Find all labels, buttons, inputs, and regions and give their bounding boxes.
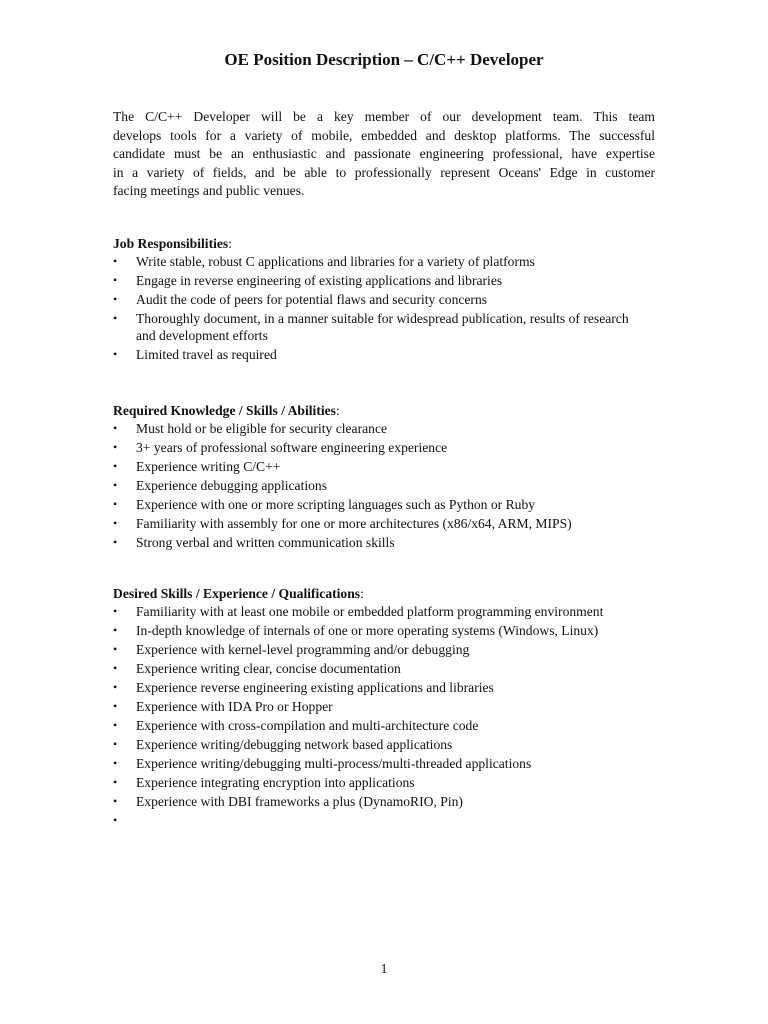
desired-list — [113, 603, 673, 829]
document-title: OE Position Description – C/C++ Developer — [224, 50, 544, 69]
list-item — [113, 458, 673, 475]
list-item-text: In-depth knowledge of internals of one or more operating systems (Windows, Linux) — [136, 623, 599, 638]
list-item-text: 3+ years of professional software engineering experience — [136, 440, 448, 455]
bullet-icon: • — [113, 756, 118, 770]
list-item-text: Experience writing/debugging network based applications — [136, 737, 453, 752]
bullet-icon: • — [113, 273, 118, 287]
bullet-icon: • — [113, 604, 118, 618]
section-heading-text: Job Responsibilities — [113, 236, 229, 251]
list-item-text: Familiarity with at least one mobile or embedded platform programming environment — [136, 604, 604, 619]
list-item — [113, 291, 673, 308]
list-item — [113, 717, 673, 734]
list-item — [113, 660, 673, 677]
list-item-text: Write stable, robust C applications and libraries for a variety of platforms — [136, 254, 535, 269]
list-item — [113, 774, 673, 791]
list-item — [113, 346, 673, 363]
bullet-icon: • — [113, 813, 118, 827]
bullet-icon: • — [113, 737, 118, 751]
bullet-icon: • — [113, 478, 118, 492]
list-item-text: Thoroughly document, in a manner suitable for widespread publication, results of research and development efforts — [136, 311, 629, 343]
list-item-text: Experience with IDA Pro or Hopper — [136, 699, 333, 714]
list-item-text: Experience with one or more scripting languages such as Python or Ruby — [136, 497, 536, 512]
list-item-text: Experience with kernel-level programming and/or debugging — [136, 642, 470, 657]
intro-line: in a variety of fields, and be able to professionally represent Oceans' Edge in customer — [113, 164, 655, 180]
bullet-icon: • — [113, 459, 118, 473]
list-item-text: Must hold or be eligible for security clearance — [136, 421, 388, 436]
list-item-text: Experience debugging applications — [136, 478, 328, 493]
list-item — [113, 736, 673, 753]
list-item — [113, 679, 673, 696]
bullet-icon: • — [113, 699, 118, 713]
list-item-text: Audit the code of peers for potential flaws and security concerns — [136, 292, 488, 307]
intro-paragraph — [113, 108, 655, 201]
list-item — [113, 272, 673, 289]
bullet-icon: • — [113, 661, 118, 675]
bullet-icon: • — [113, 623, 118, 637]
list-item — [113, 812, 673, 829]
heading-colon: : — [335, 403, 340, 418]
list-item-text: Experience writing C/C++ — [136, 459, 281, 474]
heading-colon: : — [228, 236, 232, 251]
bullet-icon: • — [113, 680, 118, 694]
page-number: 1 — [380, 961, 388, 976]
list-item-text: Limited travel as required — [136, 347, 277, 362]
section-heading — [113, 235, 673, 253]
bullet-icon: • — [113, 440, 118, 454]
list-item-text: Experience integrating encryption into applications — [136, 775, 415, 790]
list-item — [113, 755, 673, 772]
list-item — [113, 477, 673, 494]
list-item-text: Experience writing/debugging multi-process/multi-threaded applications — [136, 756, 532, 771]
list-item — [113, 603, 673, 620]
bullet-icon: • — [113, 421, 118, 435]
section-heading-text: Required Knowledge / Skills / Abilities — [113, 403, 336, 418]
section-required-knowledge — [113, 402, 673, 553]
bullet-icon: • — [113, 292, 118, 306]
section-heading-text: Desired Skills / Experience / Qualifications — [113, 586, 361, 601]
bullet-icon: • — [113, 497, 118, 511]
list-item — [113, 420, 673, 437]
list-item — [113, 641, 673, 658]
bullet-icon: • — [113, 311, 118, 325]
intro-line: candidate must be an enthusiastic and passionate engineering professional, have expertise — [113, 146, 655, 162]
heading-colon: : — [360, 586, 364, 601]
section-heading — [113, 402, 673, 420]
list-item-text: Strong verbal and written communication skills — [136, 535, 395, 550]
list-item — [113, 439, 673, 456]
bullet-icon: • — [113, 347, 118, 361]
section-heading — [113, 585, 673, 603]
list-item — [113, 253, 673, 270]
list-item-text: Experience with DBI frameworks a plus (DynamoRIO, Pin) — [136, 794, 463, 809]
list-item — [113, 622, 673, 639]
intro-line: develops tools for a variety of mobile, embedded and desktop platforms. The successful — [113, 127, 655, 143]
bullet-icon: • — [113, 775, 118, 789]
required-list — [113, 420, 673, 551]
list-item — [113, 534, 673, 551]
list-item-text: Experience writing clear, concise documentation — [136, 661, 401, 676]
section-job-responsibilities — [113, 235, 673, 365]
list-item-text: Experience with cross-compilation and multi-architecture code — [136, 718, 479, 733]
list-item-text: Familiarity with assembly for one or more architectures (x86/x64, ARM, MIPS) — [136, 516, 572, 531]
intro-line: facing meetings and public venues. — [113, 183, 305, 199]
list-item-text: Experience reverse engineering existing applications and libraries — [136, 680, 494, 695]
bullet-icon: • — [113, 642, 118, 656]
section-desired-skills — [113, 585, 673, 831]
list-item — [113, 515, 673, 532]
bullet-icon: • — [113, 535, 118, 549]
bullet-icon: • — [113, 516, 118, 530]
bullet-icon: • — [113, 794, 118, 808]
list-item — [113, 496, 673, 513]
list-item — [113, 698, 673, 715]
list-item — [113, 310, 636, 344]
list-item-text: Engage in reverse engineering of existing applications and libraries — [136, 273, 503, 288]
bullet-icon: • — [113, 718, 118, 732]
bullet-icon: • — [113, 254, 118, 268]
list-item — [113, 793, 673, 810]
responsibilities-list — [113, 253, 673, 363]
intro-line: The C/C++ Developer will be a key member of our development team. This team — [113, 109, 655, 124]
